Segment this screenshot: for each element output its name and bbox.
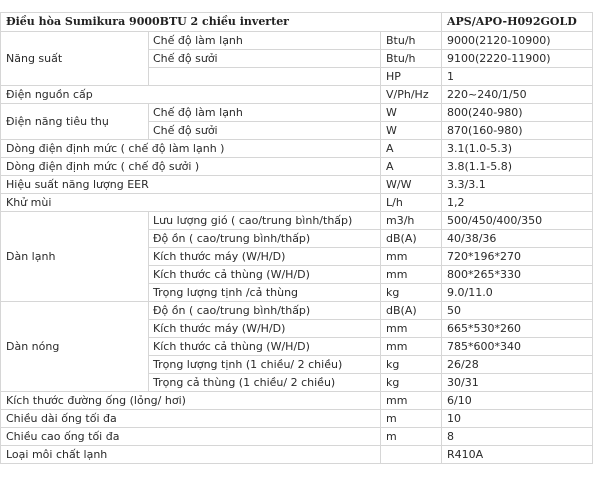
- row-label: Chế độ làm lạnh: [149, 104, 381, 122]
- row-label: Loại môi chất lạnh: [1, 446, 381, 464]
- row-value: 800*265*330: [442, 266, 593, 284]
- row-label: Độ ồn ( cao/trung bình/thấp): [149, 302, 381, 320]
- row-value: 1,2: [442, 194, 593, 212]
- row-label: Kích thước cả thùng (W/H/D): [149, 266, 381, 284]
- table-row: [1, 194, 593, 212]
- model-name: APS/APO-H092GOLD: [442, 13, 593, 32]
- table-row: [1, 86, 593, 104]
- row-label: Kích thước máy (W/H/D): [149, 248, 381, 266]
- row-value: 9000(2120-10900): [442, 32, 593, 50]
- row-value: 3.3/3.1: [442, 176, 593, 194]
- row-unit: m: [381, 410, 442, 428]
- row-value: 785*600*340: [442, 338, 593, 356]
- row-unit: A: [381, 140, 442, 158]
- row-value: 720*196*270: [442, 248, 593, 266]
- row-unit: mm: [381, 320, 442, 338]
- row-label: Trọng cả thùng (1 chiều/ 2 chiều): [149, 374, 381, 392]
- table-row: [1, 158, 593, 176]
- row-value: 8: [442, 428, 593, 446]
- row-label-empty: [149, 68, 381, 86]
- row-label: Chiều dài ống tối đa: [1, 410, 381, 428]
- table-row: [1, 32, 593, 50]
- row-value: 50: [442, 302, 593, 320]
- row-label: Dòng điện định mức ( chế độ sưởi ): [1, 158, 381, 176]
- row-unit: A: [381, 158, 442, 176]
- row-unit: W/W: [381, 176, 442, 194]
- table-row: [1, 104, 593, 122]
- row-unit: mm: [381, 248, 442, 266]
- row-value: 870(160-980): [442, 122, 593, 140]
- row-value: 10: [442, 410, 593, 428]
- row-unit: mm: [381, 338, 442, 356]
- row-unit: V/Ph/Hz: [381, 86, 442, 104]
- row-unit: kg: [381, 284, 442, 302]
- row-unit: kg: [381, 356, 442, 374]
- table-row: [1, 410, 593, 428]
- row-label: Kích thước đường ống (lỏng/ hơi): [1, 392, 381, 410]
- row-unit: mm: [381, 392, 442, 410]
- row-label: Điện nguồn cấp: [1, 86, 381, 104]
- row-value: 26/28: [442, 356, 593, 374]
- row-label: Chế độ sưởi: [149, 122, 381, 140]
- row-unit: W: [381, 122, 442, 140]
- table-row: [1, 302, 593, 320]
- row-label: Kích thước máy (W/H/D): [149, 320, 381, 338]
- row-value: 9100(2220-11900): [442, 50, 593, 68]
- row-value: 1: [442, 68, 593, 86]
- table-row: [1, 176, 593, 194]
- row-label: Hiệu suất năng lượng EER: [1, 176, 381, 194]
- row-unit: kg: [381, 374, 442, 392]
- row-label: Chế độ sưởi: [149, 50, 381, 68]
- table-row: [1, 428, 593, 446]
- row-value: 800(240-980): [442, 104, 593, 122]
- row-unit: [381, 446, 442, 464]
- row-label: Khử mùi: [1, 194, 381, 212]
- table-row: [1, 140, 593, 158]
- table-row: [1, 392, 593, 410]
- row-value: 3.8(1.1-5.8): [442, 158, 593, 176]
- row-unit: dB(A): [381, 302, 442, 320]
- row-unit: m3/h: [381, 212, 442, 230]
- row-unit: HP: [381, 68, 442, 86]
- spec-table: [0, 12, 593, 464]
- row-label: Dòng điện định mức ( chế độ làm lạnh ): [1, 140, 381, 158]
- row-value: 30/31: [442, 374, 593, 392]
- row-label: Độ ồn ( cao/trung bình/thấp): [149, 230, 381, 248]
- row-value: 9.0/11.0: [442, 284, 593, 302]
- table-header-row: [1, 13, 593, 32]
- row-value: 665*530*260: [442, 320, 593, 338]
- table-row: [1, 212, 593, 230]
- row-label: Chế độ làm lạnh: [149, 32, 381, 50]
- row-label: Chiều cao ống tối đa: [1, 428, 381, 446]
- row-unit: W: [381, 104, 442, 122]
- group-label-capacity: Năng suất: [1, 32, 149, 86]
- row-value: 220~240/1/50: [442, 86, 593, 104]
- row-unit: Btu/h: [381, 50, 442, 68]
- row-unit: dB(A): [381, 230, 442, 248]
- group-label-outdoor: Dàn nóng: [1, 302, 149, 392]
- row-value: 40/38/36: [442, 230, 593, 248]
- row-unit: mm: [381, 266, 442, 284]
- row-label: Kích thước cả thùng (W/H/D): [149, 338, 381, 356]
- row-unit: m: [381, 428, 442, 446]
- table-row: [1, 446, 593, 464]
- row-value: 6/10: [442, 392, 593, 410]
- row-label: Lưu lượng gió ( cao/trung bình/thấp): [149, 212, 381, 230]
- row-unit: L/h: [381, 194, 442, 212]
- row-value: R410A: [442, 446, 593, 464]
- row-label: Trọng lượng tịnh /cả thùng: [149, 284, 381, 302]
- row-value: 500/450/400/350: [442, 212, 593, 230]
- row-value: 3.1(1.0-5.3): [442, 140, 593, 158]
- row-unit: Btu/h: [381, 32, 442, 50]
- group-label-consumption: Điện năng tiêu thụ: [1, 104, 149, 140]
- group-label-indoor: Dàn lạnh: [1, 212, 149, 302]
- product-title: Điều hòa Sumikura 9000BTU 2 chiều inverter: [1, 13, 442, 32]
- row-label: Trọng lượng tịnh (1 chiều/ 2 chiều): [149, 356, 381, 374]
